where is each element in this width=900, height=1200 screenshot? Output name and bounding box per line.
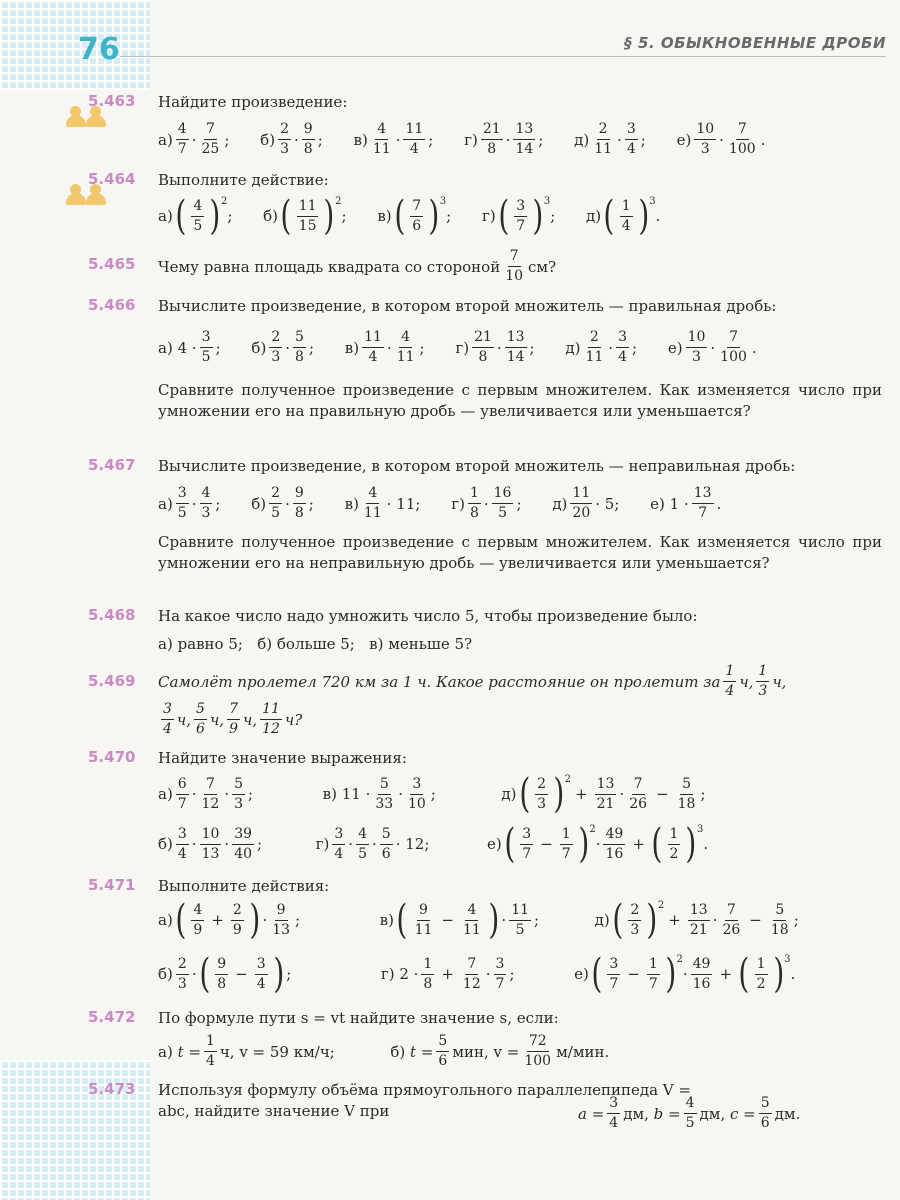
unit-dm: дм, <box>623 1104 649 1123</box>
problem-5-467 <box>88 456 882 596</box>
time-unit-b: мин, v = <box>452 1042 520 1061</box>
problem-text: Чему равна площадь квадрата со стороной <box>158 257 501 276</box>
section-title: § 5. ОБЫКНОВЕННЫЕ ДРОБИ <box>624 34 886 52</box>
problem-5-463 <box>88 92 882 162</box>
problem-number: 5.464 <box>88 170 136 188</box>
problem-5-469: 5.469 Самолёт пролетел 720 км за 1 ч. Какое расстояние он пролетит за $\frac{1}{4}$ ч, $\frac{1}{3}$ ч, $\frac{3}{4}$ ч, $\frac{5}{6}$ ч, $\frac{7}{9}$ ч, $\frac{11}{12}$ ч? <box>88 663 787 737</box>
speed-a: ч, v = 59 км/ч; <box>219 1042 335 1061</box>
problem-number: 5.466 <box>88 296 136 314</box>
values-row: a = $\frac{3}{4}$ дм, b = $\frac{4}{5}$ дм, c = $\frac{5}{6}$ дм. <box>578 1095 801 1131</box>
problem-options: а) равно 5; б) больше 5; в) меньше 5? <box>158 635 473 653</box>
problem-5-471 <box>88 876 882 1006</box>
problem-number: 5.463 <box>88 92 136 110</box>
expression-row: б) $\frac{2}{3}$ · ( $\frac{9}{8}$ − $\frac{3}{4}$ ) ; г) 2 · $\frac{1}{8}$ + $\frac{7}{12}$ · $\frac{3}{7}$ ; е) ( $\frac{3}{7}$ − $\frac{1}{7}$ ) 2 · $\frac{49}{16}$ + ( $\frac{1}{2}$ ) 3 . <box>158 951 796 997</box>
problem-5-473 <box>88 1080 882 1150</box>
problem-text: На какое число надо умножить число 5, чтобы произведение было: <box>158 607 698 625</box>
values-row: а) t = $\frac{1}{4}$ ч, v = 59 км/ч; б) t = $\frac{5}{6}$ мин, v = $\frac{72}{100}$ м/мин. <box>158 1033 610 1069</box>
problem-5-465: 5.465 Чему равна площадь квадрата со стороной $\frac{7}{10}$ см? <box>88 248 557 284</box>
problem-text-unit: см? <box>528 257 557 276</box>
fraction-row: а) 4 · $\frac{3}{5}$ ; б) $\frac{2}{3}$ · $\frac{5}{8}$ ; в) $\frac{11}{4}$ · $\frac{4}{11}$ ; г) $\frac{21}{8}$ · $\frac{13}{14}$ ; д) $\frac{2}{11}$ · $\frac{3}{4}$ ; е) $\frac{10}{3}$ · $\frac{7}{100}$ . <box>158 329 757 365</box>
problem-number: 5.467 <box>88 456 136 474</box>
problem-text: Выполните действие: <box>158 171 329 189</box>
problem-text: Используя формулу объёма прямоугольного параллелепипеда V = abc, найдите значение V при <box>158 1081 691 1120</box>
problem-text: Самолёт пролетел 720 км за 1 ч. Какое расстояние он пролетит за <box>158 672 721 691</box>
unit-dm: дм, <box>699 1104 726 1123</box>
problem-5-464 <box>88 170 882 240</box>
problem-text: Вычислите произведение, в котором второй множитель — неправильная дробь: <box>158 457 796 475</box>
problem-number: 5.469 <box>88 672 136 690</box>
problem-text: Найдите значение выражения: <box>158 749 407 767</box>
problem-number: 5.470 <box>88 748 136 766</box>
expression-row: б) $\frac{3}{4}$ · $\frac{10}{13}$ · $\frac{39}{40}$ ; г) $\frac{3}{4}$ · $\frac{4}{5}$ · $\frac{5}{6}$ · 12; е) ( $\frac{3}{7}$ − $\frac{1}{7}$ ) 2 · $\frac{49}{16}$ + ( $\frac{1}{2}$ ) 3 . <box>158 821 709 867</box>
page-number: 76 <box>78 32 120 67</box>
header-rule <box>120 56 886 57</box>
problem-text: Выполните действия: <box>158 877 330 895</box>
expression-row: а) $\frac{6}{7}$ · $\frac{7}{12}$ · $\frac{5}{3}$ ; в) 11 · $\frac{5}{33}$ · $\frac{3}{10}$ ; д) ( $\frac{2}{3}$ ) 2 + $\frac{13}{21}$ · $\frac{7}{26}$ − $\frac{5}{18}$ ; <box>158 771 706 817</box>
problem-5-468 <box>88 606 882 662</box>
problem-number: 5.465 <box>88 255 136 273</box>
problem-text: Вычислите произведение, в котором второй множитель — правильная дробь: <box>158 297 777 315</box>
problem-number: 5.468 <box>88 606 136 624</box>
problem-5-466 <box>88 296 882 446</box>
problem-number: 5.473 <box>88 1080 136 1098</box>
problem-text: Найдите произведение: <box>158 93 348 111</box>
expression-row: а) ( $\frac{4}{9}$ + $\frac{2}{9}$ ) · $\frac{9}{13}$ ; в) ( $\frac{9}{11}$ − $\frac{4}{11}$ ) · $\frac{11}{5}$ ; д) ( $\frac{2}{3}$ ) 2 + $\frac{13}{21}$ · $\frac{7}{26}$ − $\frac{5}{18}$ ; <box>158 897 799 943</box>
problem-note: Сравните полученное произведение с первым множителем. Как изменяется число при умножении его на неправильную дробь — увеличивается или уменьшается? <box>158 533 882 572</box>
problem-5-470 <box>88 748 882 868</box>
fraction-row: а) $\frac{3}{5}$ · $\frac{4}{3}$ ; б) $\frac{2}{5}$ · $\frac{9}{8}$ ; в) $\frac{4}{11}$ · 11; г) $\frac{1}{8}$ · $\frac{16}{5}$ ; д) $\frac{11}{20}$ · 5; е) 1 · $\frac{13}{7}$ . <box>158 485 722 521</box>
speed-unit-b: м/мин. <box>556 1042 610 1061</box>
problem-note: Сравните полученное произведение с первым множителем. Как изменяется число при умножении его на правильную дробь — увеличивается или уменьшается? <box>158 381 882 420</box>
problem-text: По формуле пути s = vt найдите значение s, если: <box>158 1009 559 1027</box>
problem-5-472 <box>88 1008 882 1074</box>
problem-number: 5.472 <box>88 1008 136 1026</box>
corner-pattern-top <box>0 0 150 90</box>
unit-hour: ч, <box>739 672 754 691</box>
fraction-row: $\frac{3}{4}$ ч, $\frac{5}{6}$ ч, $\frac{7}{9}$ ч, $\frac{11}{12}$ ч? <box>163 701 303 737</box>
fraction-row: а) $\frac{4}{7}$ · $\frac{7}{25}$ ; б) $\frac{2}{3}$ · $\frac{9}{8}$ ; в) $\frac{4}{11}$ · $\frac{11}{4}$ ; г) $\frac{21}{8}$ · $\frac{13}{14}$ ; д) $\frac{2}{11}$ · $\frac{3}{4}$ ; е) $\frac{10}{3}$ · $\frac{7}{100}$ . <box>158 121 766 157</box>
problem-number: 5.471 <box>88 876 136 894</box>
unit-hour: ч, <box>772 672 787 691</box>
power-row: а) ( $\frac{4}{5}$ ) 2 ; б) ( $\frac{11}{15}$ ) 2 ; в) ( $\frac{7}{6}$ ) 3 ; г) ( $\frac{3}{7}$ ) 3 ; д) ( $\frac{1}{4}$ ) 3 . <box>158 193 661 239</box>
